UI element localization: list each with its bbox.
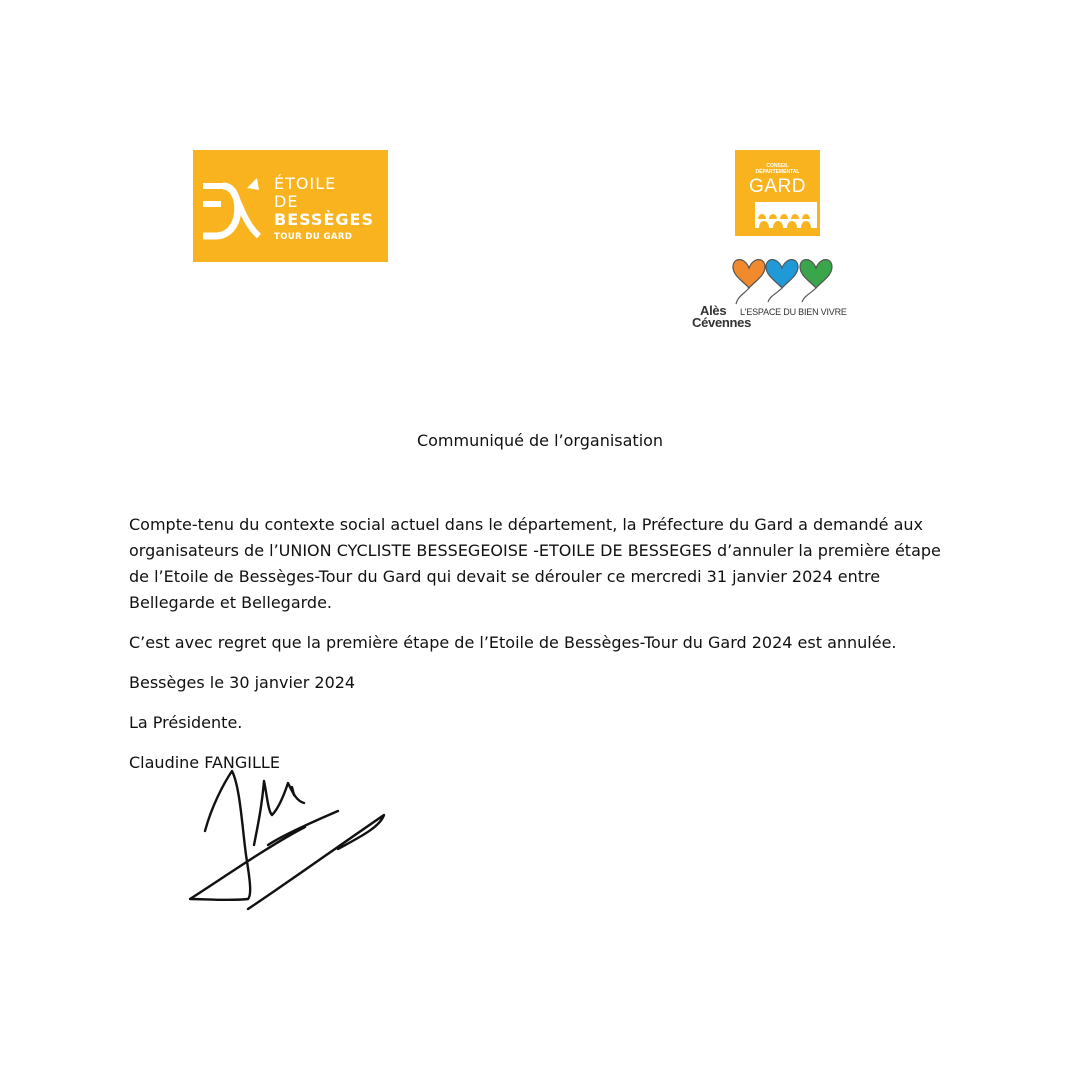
- etoile-logo-line4: TOUR DU GARD: [274, 232, 353, 242]
- etoile-logo-text: [274, 176, 374, 242]
- ales-logo-line2: Cévennes: [692, 315, 752, 330]
- paragraph-line: organisateurs de l’UNION CYCLISTE BESSEGEOISE -ETOILE DE BESSEGES d’annuler la première étape: [129, 541, 941, 560]
- paragraph-line: Compte-tenu du contexte social actuel dans le département, la Préfecture du Gard a demandé aux: [129, 515, 924, 534]
- document-body: [129, 512, 941, 790]
- paragraph-line: de l’Etoile de Bessèges-Tour du Gard qui devait se dérouler ce mercredi 31 janvier 2024 entre: [129, 567, 881, 586]
- handwritten-signature: [180, 765, 400, 915]
- etoile-logo-line1: ÉTOILE: [274, 174, 337, 193]
- etoile-logo-line3: BESSÈGES: [274, 210, 374, 229]
- ales-logo-line1: Alès: [700, 303, 727, 318]
- signatory-role: La Présidente.: [129, 713, 243, 732]
- paragraph-announcement: [129, 512, 941, 616]
- etoile-logo-mark-icon: [193, 150, 273, 262]
- document-heading: Communiqué de l’organisation: [416, 431, 664, 450]
- gard-logo-departemental: DÉPARTEMENTAL: [755, 169, 800, 175]
- gard-department-logo: [735, 150, 820, 236]
- gard-logo-conseil: CONSEIL: [766, 163, 789, 169]
- pont-du-gard-icon: [735, 198, 820, 236]
- etoile-logo-line2: DE: [274, 192, 299, 211]
- etoile-de-besseges-logo: [193, 150, 388, 262]
- ales-cevennes-logo: [690, 252, 860, 334]
- signatory-name: Claudine FANGILLE: [129, 753, 280, 772]
- paragraph-line: Bellegarde et Bellegarde.: [129, 593, 332, 612]
- place-and-date: Bessèges le 30 janvier 2024: [129, 673, 356, 692]
- gard-logo-name: GARD: [749, 176, 806, 197]
- ales-logo-slogan: L'ESPACE DU BIEN VIVRE: [740, 307, 847, 317]
- paragraph-regret: C’est avec regret que la première étape de l’Etoile de Bessèges-Tour du Gard 2024 est annulée.: [129, 633, 897, 652]
